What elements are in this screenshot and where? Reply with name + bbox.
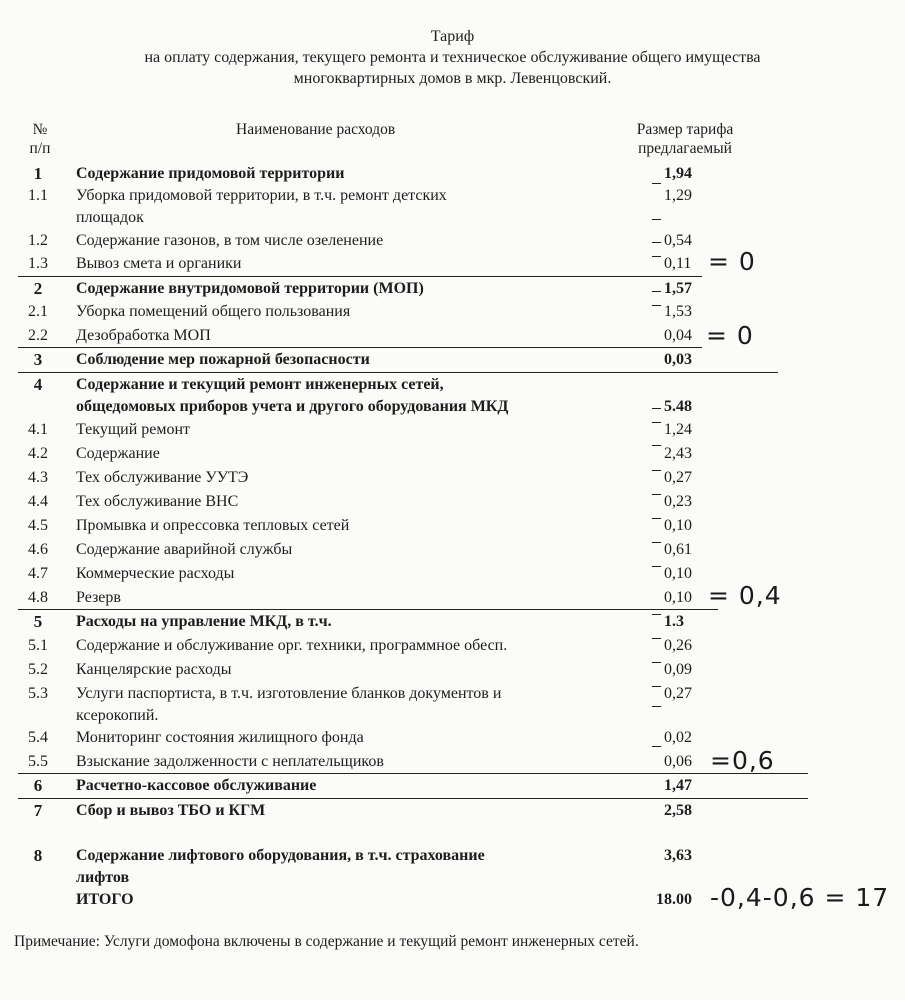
table-row [0,443,905,467]
handwritten-note-4-8: = 0,4 [708,581,782,610]
row-name: Сбор и вывоз ТБО и КГМ [76,802,266,819]
handwritten-note-5-5: =0,6 [710,746,775,775]
row-name: Дезобработка МОП [76,327,211,344]
handwritten-note-total: -0,4-0,6 = 17 [710,883,890,912]
row-name: Содержание лифтового оборудования, в т.ч. страхование [76,847,485,864]
row-name: Тех обслуживание ВНС [76,493,239,510]
hand-tick-mark [652,183,661,184]
row-name: Содержание придомовой территории [76,165,345,182]
row-name: Текущий ремонт [76,421,191,438]
row-number: 4.5 [28,517,48,534]
hand-tick-mark [652,686,661,687]
row-name: Мониторинг состояния жилищного фонда [76,729,364,746]
hand-tick-mark [652,746,661,747]
row-value: 0,27 [664,469,692,486]
table-row [0,635,905,659]
section-divider [18,798,808,799]
row-value: 0,27 [664,685,692,702]
row-number: 1.1 [28,187,48,204]
document-title-block [0,26,905,89]
table-row [0,775,905,799]
row-name: Расходы на управление МКД, в т.ч. [76,613,332,630]
row-name: Расчетно-кассовое обслуживание [76,777,317,794]
table-row [0,659,905,683]
row-value: 0,06 [664,753,692,770]
table-row [0,705,905,729]
hand-tick-mark [652,408,661,409]
table-row [0,207,905,231]
row-number: 7 [33,801,43,820]
document-subtitle-line2: многоквартирных домов в мкр. Левенцовский. [293,70,612,87]
row-name: Уборка помещений общего пользования [76,303,351,320]
row-name: Тех обслуживание УУТЭ [76,469,249,486]
hand-tick-mark [652,422,661,423]
row-name: Содержание внутридомовой территории (МОП) [76,280,424,297]
row-number: 4.7 [28,565,48,582]
row-number: 1 [33,164,43,183]
hand-tick-mark [652,219,661,220]
table-row [0,611,905,635]
row-value: 18.00 [656,891,692,908]
row-name: ИТОГО [76,891,134,908]
row-value: 0,61 [664,541,692,558]
row-name: Резерв [76,589,121,606]
row-value: 1.3 [664,613,684,630]
row-value: 0,54 [664,232,692,249]
row-name: Канцелярские расходы [76,661,232,678]
row-name: Содержание газонов, в том числе озеленение [76,232,384,249]
handwritten-note-1-3: = 0 [708,247,756,276]
section-divider [18,372,778,373]
hand-tick-mark [652,638,661,639]
row-name: общедомовых приборов учета и другого оборудования МКД [76,398,509,415]
row-number: 4.2 [28,445,48,462]
header-tariff-line2: предлагаемый [638,140,732,157]
row-number: 5.4 [28,729,48,746]
row-value: 2,58 [664,802,692,819]
row-name: Услуги паспортиста, в т.ч. изготовление бланков документов и [76,685,502,702]
row-value: 0,09 [664,661,692,678]
hand-tick-mark [652,494,661,495]
table-row [0,374,905,398]
table-row [0,515,905,539]
table-row [0,539,905,563]
row-value: 1,47 [664,777,692,794]
hand-tick-mark [652,614,661,615]
row-value: 0,26 [664,637,692,654]
row-number: 6 [33,776,43,795]
row-number: 4.8 [28,589,48,606]
table-row [0,396,905,420]
row-number: 8 [33,846,43,865]
row-value: 2,43 [664,445,692,462]
row-value: 0,23 [664,493,692,510]
row-value: 1,57 [664,280,692,297]
row-number: 4.1 [28,421,48,438]
header-tariff-value [620,120,750,158]
section-divider [18,347,702,348]
row-number: 2.2 [28,327,48,344]
row-number: 4.6 [28,541,48,558]
row-value: 5.48 [664,398,692,415]
table-row [0,163,905,187]
row-value: 1,29 [664,187,692,204]
hand-tick-mark [652,662,661,663]
row-number: 2 [33,279,43,298]
row-name: Содержание и текущий ремонт инженерных сетей, [76,376,444,393]
table-row [0,321,905,350]
row-number: 5.3 [28,685,48,702]
table-row [0,253,905,277]
table-row [0,419,905,443]
hand-tick-mark [652,566,661,567]
section-divider [18,276,702,277]
hand-tick-mark [652,706,661,707]
row-number: 1.2 [28,232,48,249]
row-value: 0,10 [664,589,692,606]
table-row [0,301,905,325]
row-name: Соблюдение мер пожарной безопасности [76,351,370,368]
hand-tick-mark [652,242,661,243]
row-value: 0,04 [664,327,692,344]
table-row [0,349,905,373]
row-name: лифтов [76,869,130,886]
hand-tick-mark [652,291,661,292]
row-name: Взыскание задолженности с неплательщиков [76,753,384,770]
header-number-line2: п/п [29,140,51,157]
row-value: 0,11 [664,255,692,272]
row-value: 1,24 [664,421,692,438]
hand-tick-mark [652,256,661,257]
row-number: 4.4 [28,493,48,510]
row-number: 5.1 [28,637,48,654]
row-name: Содержание аварийной службы [76,541,293,558]
document-title: Тариф [430,28,475,45]
hand-tick-mark [652,445,661,446]
row-name: ксерокопий. [76,707,159,724]
row-value: 0,10 [664,517,692,534]
hand-tick-mark [652,470,661,471]
header-number [22,120,58,158]
row-number: 5.5 [28,753,48,770]
header-expense-name: Наименование расходов [236,121,396,138]
hand-tick-mark [652,542,661,543]
row-value: 1,53 [664,303,692,320]
row-number: 3 [33,350,43,369]
table-row [0,467,905,491]
table-row [0,683,905,707]
row-value: 3,63 [664,847,692,864]
row-number: 4.3 [28,469,48,486]
table-row [0,230,905,254]
header-number-line1: № [32,121,48,138]
handwritten-note-2-2: = 0 [706,321,754,350]
table-row [0,800,905,824]
table-row [0,491,905,515]
row-name: Вывоз смета и органики [76,255,242,272]
row-name: Содержание и обслуживание орг. техники, программное обесп. [76,637,508,654]
row-number: 5 [33,612,43,631]
hand-tick-mark [652,305,661,306]
row-number: 2.1 [28,303,48,320]
row-name: Промывка и опрессовка тепловых сетей [76,517,350,534]
section-divider [18,773,808,774]
row-value: 0,03 [664,351,692,368]
table-row [0,845,905,869]
row-value: 1,94 [664,165,692,182]
row-value: 0,02 [664,729,692,746]
row-number: 5.2 [28,661,48,678]
table-row [0,185,905,209]
row-name: Содержание [76,445,160,462]
document-subtitle-line1: на оплату содержания, текущего ремонта и техническое обслуживание общего имущества [144,49,761,66]
row-name: площадок [76,209,144,226]
table-row [0,278,905,302]
footer-note: Примечание: Услуги домофона включены в содержание и текущий ремонт инженерных сетей. [14,933,639,950]
section-divider [18,609,718,610]
row-number: 4 [33,375,43,394]
row-number: 1.3 [28,255,48,272]
header-tariff-line1: Размер тарифа [636,121,734,138]
hand-tick-mark [652,518,661,519]
row-name: Коммерческие расходы [76,565,235,582]
row-value: 0,10 [664,565,692,582]
row-name: Уборка придомовой территории, в т.ч. ремонт детских [76,187,447,204]
